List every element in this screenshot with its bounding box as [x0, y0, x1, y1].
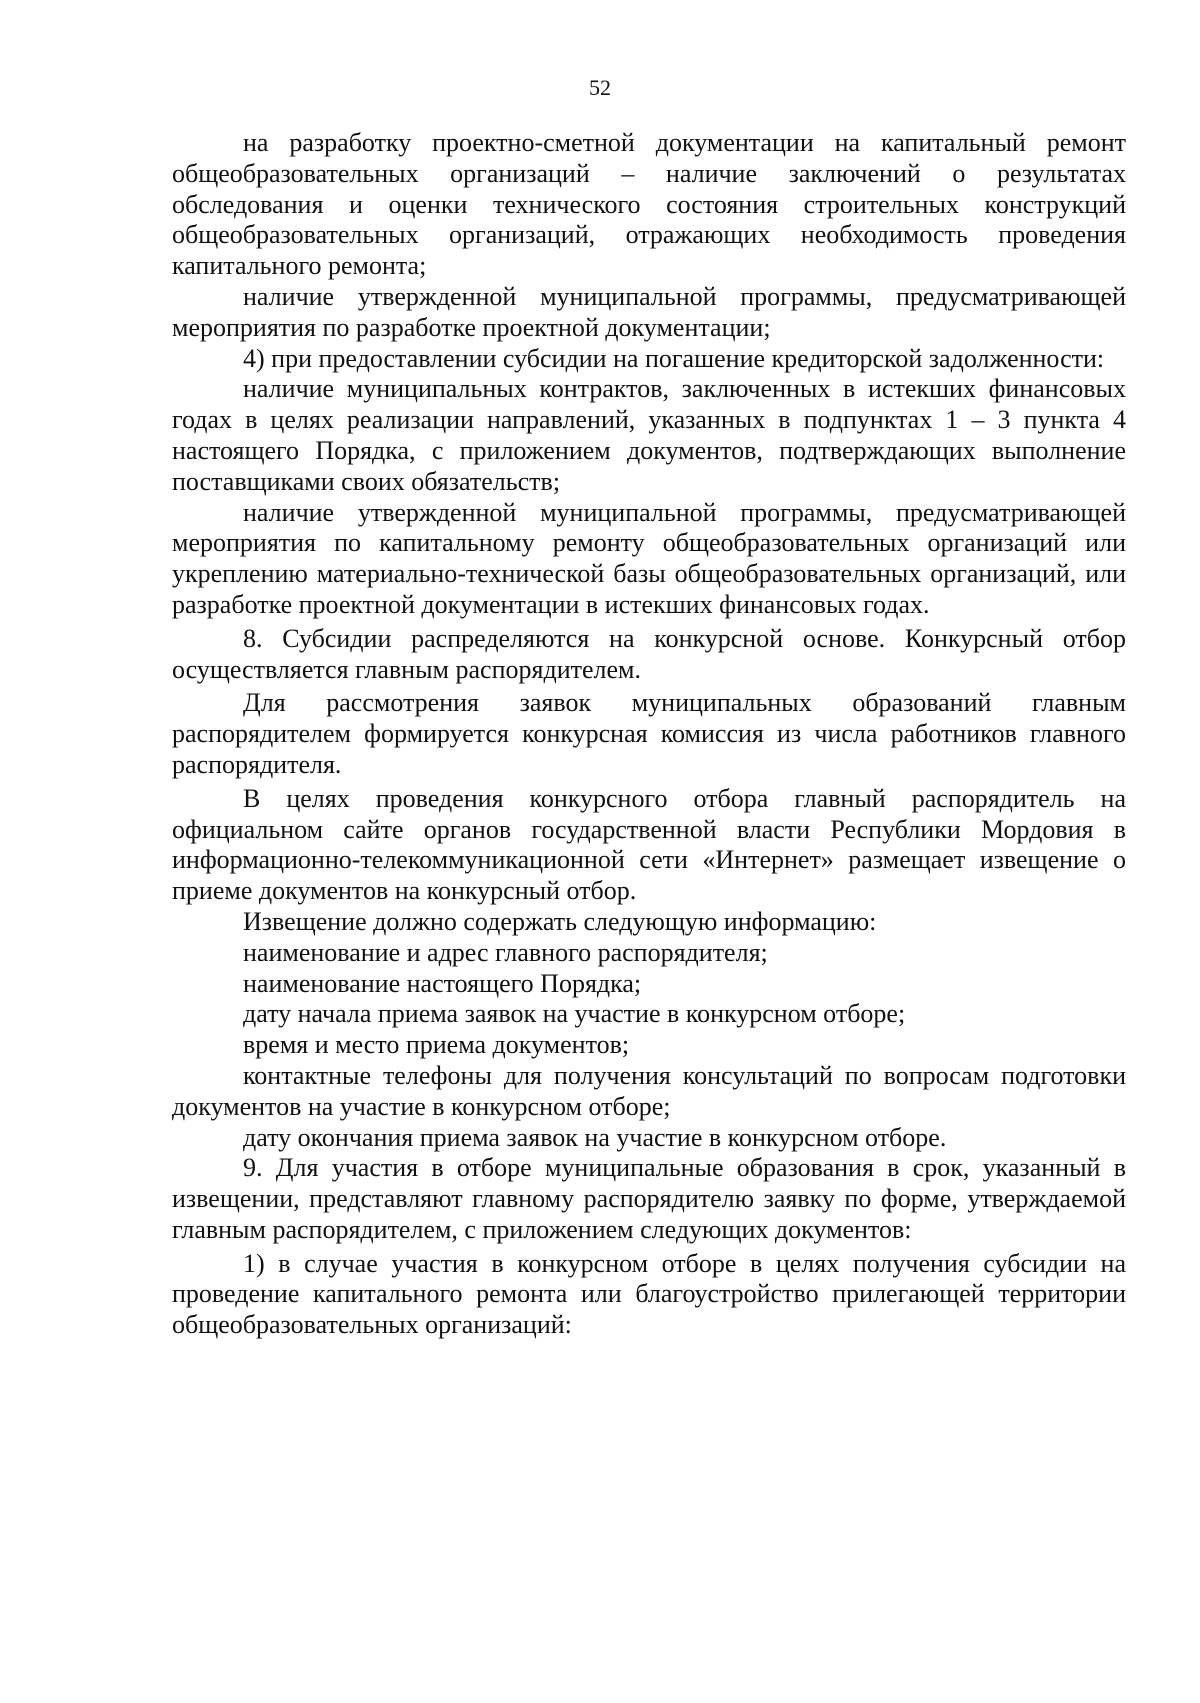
paragraph: дату начала приема заявок на участие в конкурсном отборе; [243, 999, 906, 1029]
paragraph: В целях проведения конкурсного отбора главный распорядитель на официальном сайте органов государственной власти Республики Мордовия в информационно-телекоммуникационной сети «Интернет» размещает извещение о приеме документов на конкурсный отбор. [172, 783, 1126, 906]
paragraph: наличие муниципальных контрактов, заключенных в истекших финансовых годах в целях реализации направлений, указанных в подпунктах 1 – 3 пункта 4 настоящего Порядка, с приложением документов, подтверждающих выполнение поставщиками своих обязательств; [172, 374, 1126, 496]
paragraph: Извещение должно содержать следующую информацию: [243, 906, 877, 936]
paragraph: 8. Субсидии распределяются на конкурсной основе. Конкурсный отбор осуществляется главным распорядителем. [172, 623, 1126, 684]
paragraph: наименование настоящего Порядка; [243, 968, 642, 998]
paragraph: 9. Для участия в отборе муниципальные образования в срок, указанный в извещении, представляют главному распорядителю заявку по форме, утверждаемой главным распорядителем, с приложением следующих документов: [172, 1153, 1126, 1244]
paragraph: 1) в случае участия в конкурсном отборе в целях получения субсидии на проведение капитального ремонта или благоустройство прилегающей территории общеобразовательных организаций: [172, 1248, 1126, 1340]
paragraph: время и место приема документов; [243, 1030, 630, 1060]
paragraph: контактные телефоны для получения консультаций по вопросам подготовки документов на участие в конкурсном отборе; [172, 1060, 1126, 1121]
paragraph: 4) при предоставлении субсидии на погашение кредиторской задолженности: [243, 343, 1105, 373]
paragraph: дату окончания приема заявок на участие в конкурсном отборе. [243, 1122, 947, 1152]
paragraph: наличие утвержденной муниципальной программы, предусматривающей мероприятия по разработке проектной документации; [172, 281, 1126, 342]
document-body [172, 128, 1126, 1341]
paragraph: наименование и адрес главного распорядителя; [243, 937, 768, 967]
paragraph: на разработку проектно-сметной документации на капитальный ремонт общеобразовательных организаций – наличие заключений о результатах обследования и оценки технического состояния строительных конструкций общеобразовательных организаций, отражающих необходимость проведения капитального ремонта; [172, 128, 1126, 281]
paragraph: Для рассмотрения заявок муниципальных образований главным распорядителем формируется конкурсная комиссия из числа работников главного распорядителя. [172, 688, 1126, 779]
page-number: 52 [589, 75, 611, 100]
paragraph: наличие утвержденной муниципальной программы, предусматривающей мероприятия по капитальному ремонту общеобразовательных организаций или укреплению материально-технической базы общеобразовательных организаций, или разработке проектной документации в истекших финансовых годах. [172, 497, 1126, 619]
